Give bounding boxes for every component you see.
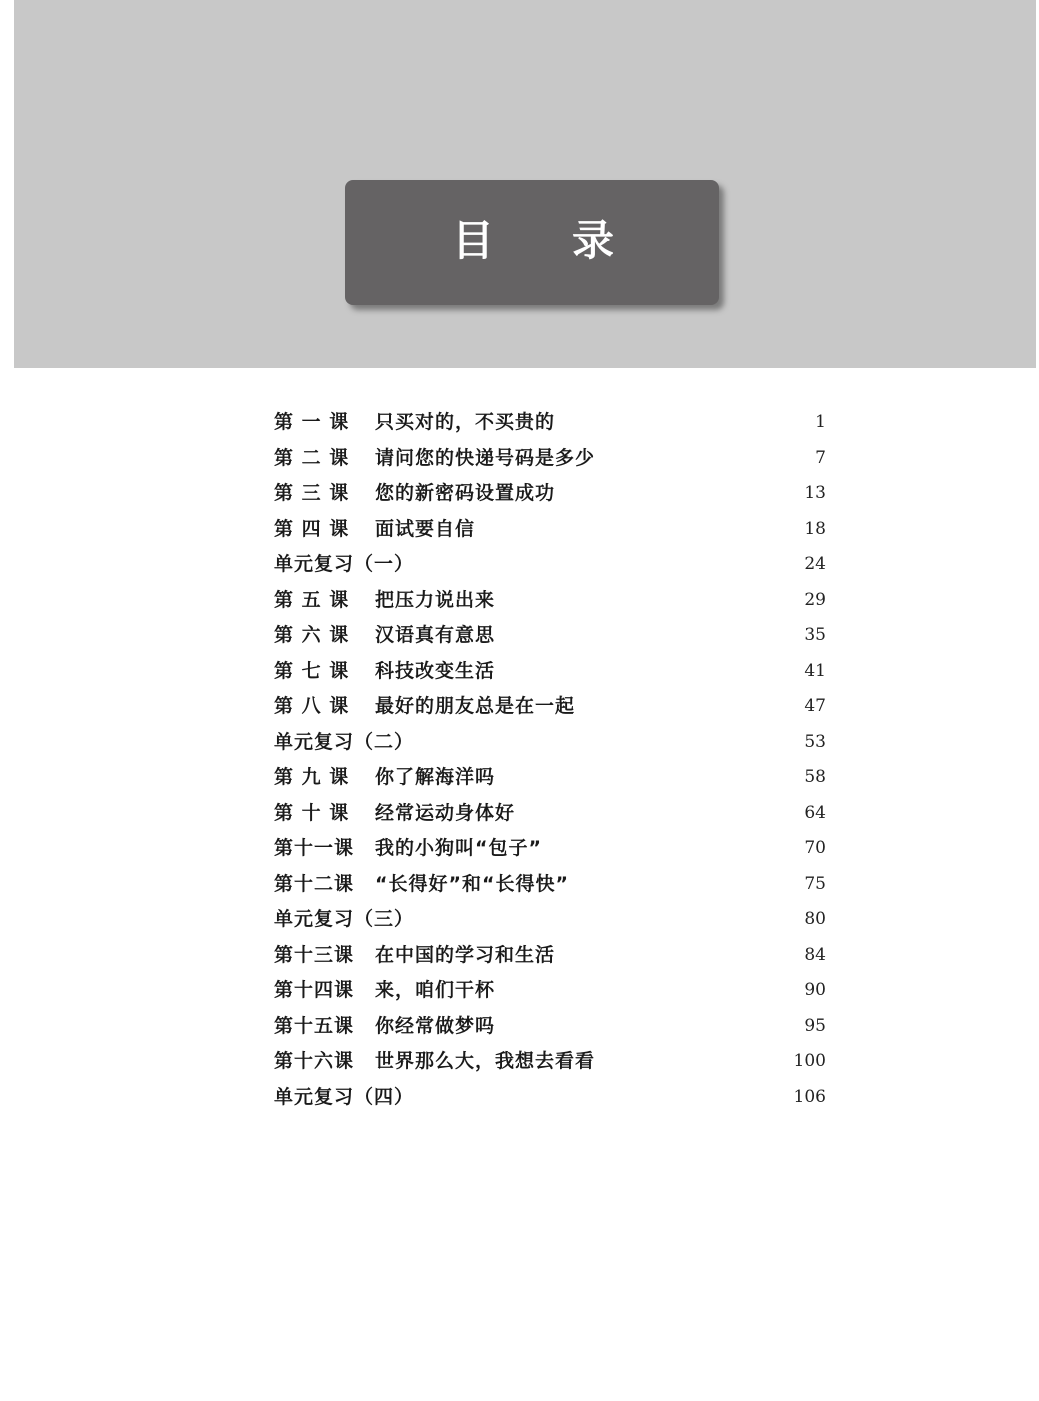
toc-entry-page: 84 [804,944,826,965]
toc-entry[interactable] [274,512,826,548]
toc-entry[interactable] [274,476,826,512]
toc-entry[interactable] [274,1044,826,1080]
toc-entry-label: 第十四课 [274,979,355,1001]
toc-entry[interactable] [274,867,826,903]
toc-entry-page: 13 [804,483,826,503]
toc-entry-page: 80 [804,909,826,929]
toc-entry-title: 世界那么大，我想去看看 [375,1050,596,1072]
toc-title-box [345,180,719,305]
toc-entry[interactable] [274,938,826,974]
toc-entry-label: 第 十 课 [274,801,350,824]
toc-entry-title: 您的新密码设置成功 [375,482,556,504]
toc-entry-page: 35 [804,625,826,645]
toc-entry-label: 第 五 课 [274,588,350,611]
toc-title-char-1: 目 [452,216,495,265]
toc-entry-title: 请问您的快递号码是多少 [375,446,596,469]
toc-entry-page: 95 [804,1015,826,1036]
toc-entry-label: 第十二课 [274,872,355,895]
toc-entry[interactable] [274,1009,826,1045]
toc-entry-label: 单元复习（三） [274,908,415,930]
toc-entry-label: 第 六 课 [274,624,350,646]
toc-entry-review[interactable] [274,547,826,583]
toc-entry-page: 41 [804,660,826,681]
toc-entry-page: 100 [793,1051,826,1071]
toc-title-char-2: 录 [572,216,615,265]
toc-entry-label: 第十五课 [274,1014,355,1037]
toc-entry-title: 科技改变生活 [375,659,496,682]
toc-entry-page: 18 [804,518,826,539]
toc-entry-title: 最好的朋友总是在一起 [375,695,576,717]
toc-entry-label: 第 二 课 [274,446,350,469]
toc-entry-title: 只买对的，不买贵的 [375,411,556,433]
toc-entry-title: “长得好”和“长得快” [375,872,569,895]
toc-entry-page: 24 [804,554,826,574]
toc-entry[interactable] [274,796,826,832]
toc-entry-label: 第 九 课 [274,766,350,788]
toc-entry-label: 第十六课 [274,1050,355,1072]
toc-entry-title: 经常运动身体好 [375,801,516,824]
toc-entry[interactable] [274,618,826,654]
toc-entry-page: 90 [804,980,826,1000]
toc-entry-title: 汉语真有意思 [375,624,496,646]
toc-entry-page: 1 [815,412,826,432]
toc-entry-page: 29 [804,589,826,610]
toc-entry[interactable] [274,583,826,619]
toc-entry-label: 第 七 课 [274,659,350,682]
toc-entry-title: 你了解海洋吗 [375,766,496,788]
toc-entry-label: 第十一课 [274,837,355,859]
toc-entry-title: 来，咱们干杯 [375,979,496,1001]
toc-entry-label: 第 三 课 [274,482,350,504]
toc-entry-label: 第 一 课 [274,411,350,433]
toc-entry-title: 把压力说出来 [375,588,496,611]
toc-entry-label: 单元复习（一） [274,553,415,575]
toc-entry-page: 53 [804,731,826,752]
toc-entry-page: 7 [815,447,826,468]
toc-entry-page: 58 [804,767,826,787]
toc-entry[interactable] [274,654,826,690]
toc-entry-label: 单元复习（四） [274,1085,415,1108]
toc-entry-page: 75 [804,873,826,894]
toc-entry-review[interactable] [274,1080,826,1116]
toc-entry-review[interactable] [274,902,826,938]
toc-entry[interactable] [274,760,826,796]
toc-entry-page: 70 [804,838,826,858]
toc-entry-title: 在中国的学习和生活 [375,943,556,966]
toc-entry-page: 106 [793,1086,826,1107]
toc-entry[interactable] [274,973,826,1009]
toc-entry-label: 第 八 课 [274,695,350,717]
toc-entry-review[interactable] [274,725,826,761]
toc-entry[interactable] [274,405,826,441]
toc-entry[interactable] [274,831,826,867]
toc-entry-page: 64 [804,802,826,823]
toc-entry[interactable] [274,689,826,725]
header-band [14,0,1036,368]
toc-entry-title: 面试要自信 [375,517,476,540]
toc-entry[interactable] [274,441,826,477]
table-of-contents [274,405,826,1115]
toc-entry-label: 第十三课 [274,943,355,966]
toc-entry-title: 我的小狗叫“包子” [375,837,542,859]
toc-entry-label: 单元复习（二） [274,730,415,753]
toc-entry-title: 你经常做梦吗 [375,1014,496,1037]
toc-entry-page: 47 [804,696,826,716]
toc-entry-label: 第 四 课 [274,517,350,540]
